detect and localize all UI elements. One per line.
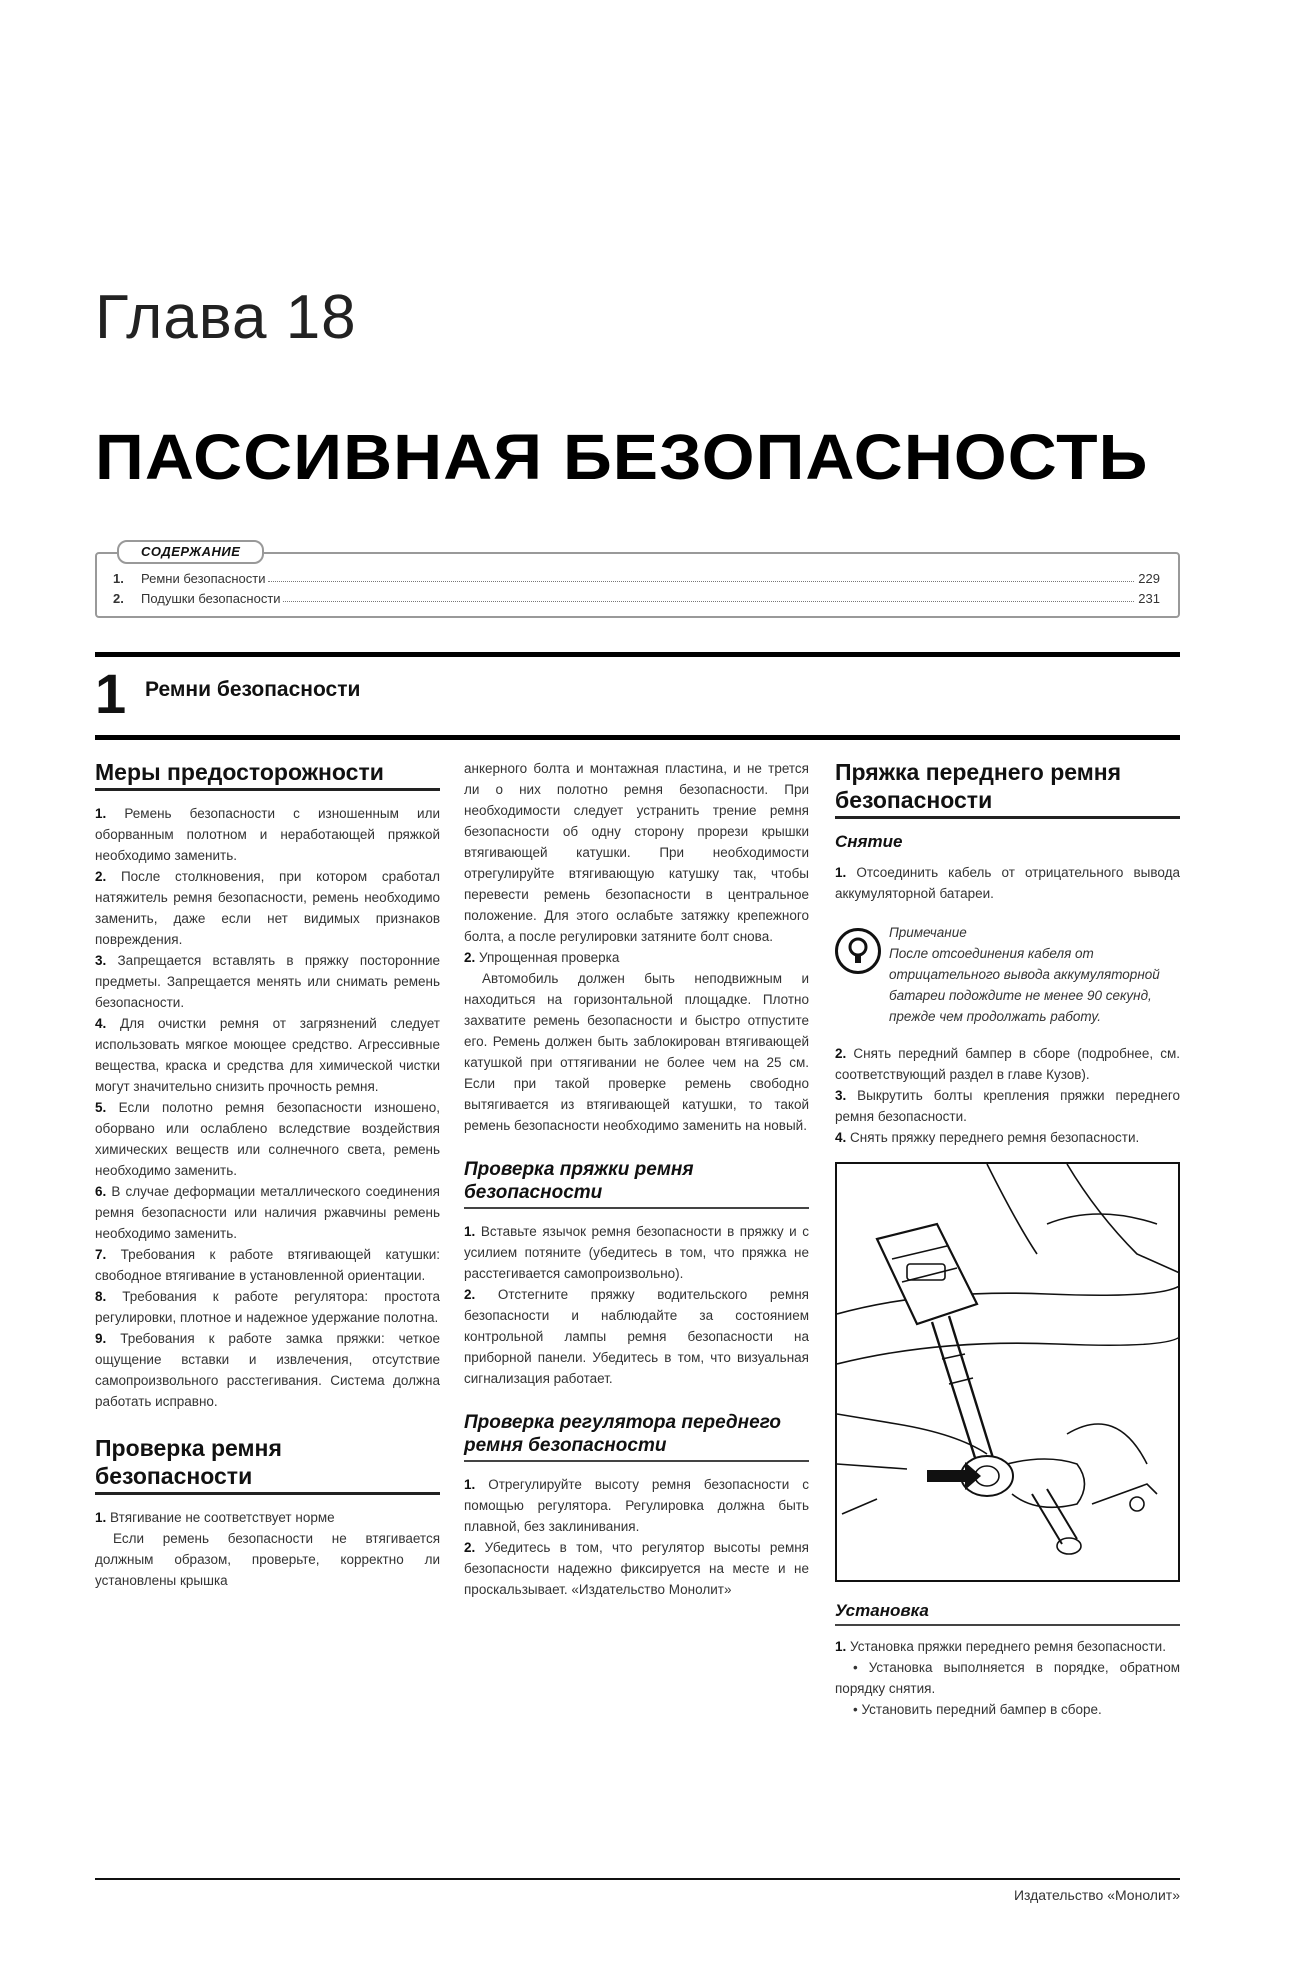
list-item: 1. Отрегулируйте высоту ремня безопасности с помощью регулятора. Регулировка должна быть плавной, без заклинивания. [464,1477,809,1534]
toc-item[interactable] [113,588,1160,606]
list-item: 7. Требования к работе втягивающей катушки: свободное втягивание в установленной ориентации. [95,1247,440,1283]
toc-leader [283,601,1135,602]
column-3 [835,758,1180,1720]
paragraph: Если ремень безопасности не втягивается должным образом, проверьте, корректно ли установлены крышка [95,1531,440,1588]
bullet-item: • Установить передний бампер в сборе. [853,1702,1102,1717]
column-2 [464,758,809,1600]
publisher-footer: Издательство «Монолит» [1013,1887,1180,1903]
list-item: 2. Убедитесь в том, что регулятор высоты ремня безопасности надежно фиксируется на месте и не проскальзывает. «Издательство Монолит» [464,1540,809,1597]
list-item: 4. Снять пряжку переднего ремня безопасности. [835,1130,1140,1145]
info-note-icon [835,928,881,974]
list-item: 8. Требования к работе регулятора: простота регулировки, плотное и надежное удержание полотна. [95,1289,440,1325]
section-rule-bottom [95,735,1180,740]
footer-rule [95,1878,1180,1880]
list-item: 2. После столкновения, при котором сработал натяжитель ремня безопасности, ремень необходимо заменить, даже если нет видимых признаков повреждения. [95,869,440,947]
list-item: 1. Отсоединить кабель от отрицательного вывода аккумуляторной батареи. [835,865,1180,901]
install-heading: Установка [835,1600,1180,1626]
list-item: 6. В случае деформации металлического соединения ремня безопасности или наличия ржавчины ремень необходимо заменить. [95,1184,440,1241]
section-number: 1 [95,662,127,725]
list-item: 1. Установка пряжки переднего ремня безопасности. [835,1639,1166,1654]
toc-item[interactable] [113,568,1160,586]
buckle-check-heading: Проверка пряжки ремня безопасности [464,1158,809,1209]
belt-check-heading: Проверка ремня безопасности [95,1434,440,1495]
table-of-contents [95,544,1180,618]
column-1 [95,758,440,1591]
bullet-item: • Установка выполняется в порядке, обратном порядку снятия. [835,1660,1180,1696]
note-text: После отсоединения кабеля от отрицательного вывода аккумуляторной батареи подождите не менее 90 секунд, прежде чем продолжать работу. [889,946,1160,1024]
list-item: 2. Отстегните пряжку водительского ремня безопасности и наблюдайте за состоянием контрольной лампы ремня безопасности на приборной панели. Убедитесь в том, что визуальная сигнализация работает. [464,1287,809,1386]
toc-item-number: 1. [113,571,124,586]
toc-heading: СОДЕРЖАНИЕ [117,540,264,564]
list-item: 2. Упрощенная проверка [464,950,620,965]
section-rule-top [95,652,1180,657]
list-item: 1. Вставьте язычок ремня безопасности в пряжку и с усилием потяните (убедитесь в том, что пряжка не расстегивается самопроизвольно). [464,1224,809,1281]
paragraph: Автомобиль должен быть неподвижным и находиться на горизонтальной площадке. Плотно захватите ремень безопасности и быстро отпустите его. Ремень должен быть заблокирован втягивающей катушкой при оттягивании не более чем на 25 см. Если при такой проверке ремень свободно вытягивается из втягивающей катушки, то такой ремень безопасности необходимо заменить на новый. [464,971,809,1133]
list-item: 3. Запрещается вставлять в пряжку посторонние предметы. Запрещается менять или снимать ремень безопасности. [95,953,440,1010]
toc-item-label: Подушки безопасности [141,591,281,606]
precautions-heading: Меры предосторожности [95,758,440,791]
list-item: 1. Втягивание не соответствует норме [95,1510,335,1525]
toc-item-page: 231 [1138,591,1160,606]
list-item: 1. Ремень безопасности с изношенным или оборванным полотном и неработающей пряжкой необходимо заменить. [95,806,440,863]
toc-item-page: 229 [1138,571,1160,586]
toc-item-label: Ремни безопасности [141,571,266,586]
toc-leader [268,581,1135,582]
removal-heading: Снятие [835,832,903,851]
chapter-label: Глава 18 [95,283,357,352]
note-box [835,922,1180,1027]
toc-item-number: 2. [113,591,124,606]
adjuster-check-heading: Проверка регулятора переднего ремня безопасности [464,1411,809,1462]
chapter-title: ПАССИВНАЯ БЕЗОПАСНОСТЬ [95,421,1149,493]
list-item: 9. Требования к работе замка пряжки: четкое ощущение вставки и извлечения, отсутствие самопроизвольного расстегивания. Система должна работать исправно. [95,1331,440,1409]
front-buckle-heading: Пряжка переднего ремня безопасности [835,758,1180,819]
note-title: Примечание [889,925,967,940]
buckle-illustration [835,1162,1180,1582]
seatbelt-buckle-drawing [837,1164,1180,1582]
list-item: 5. Если полотно ремня безопасности изношено, оборвано или ослаблено вследствие воздействия химических веществ или солнечного света, ремень необходимо заменить. [95,1100,440,1178]
list-item: 2. Снять передний бампер в сборе (подробнее, см. соответствующий раздел в главе Кузов). [835,1046,1180,1082]
section-title: Ремни безопасности [145,678,361,701]
paragraph: анкерного болта и монтажная пластина, и не трется ли о них полотно ремня безопасности. При необходимости следует устранить трение ремня безопасности об одну сторону прорези крышки втягивающей катушки. При необходимости отрегулируйте втягивающую катушку так, чтобы перевести ремень безопасности в центральное положение. Для этого ослабьте затяжку крепежного болта, а после регулировки затяните болт снова. [464,761,809,944]
list-item: 4. Для очистки ремня от загрязнений следует использовать мягкое моющее средство. Агрессивные вещества, краска и средства для химической чистки могут значительно снизить прочность ремня. [95,1016,440,1094]
list-item: 3. Выкрутить болты крепления пряжки переднего ремня безопасности. [835,1088,1180,1124]
